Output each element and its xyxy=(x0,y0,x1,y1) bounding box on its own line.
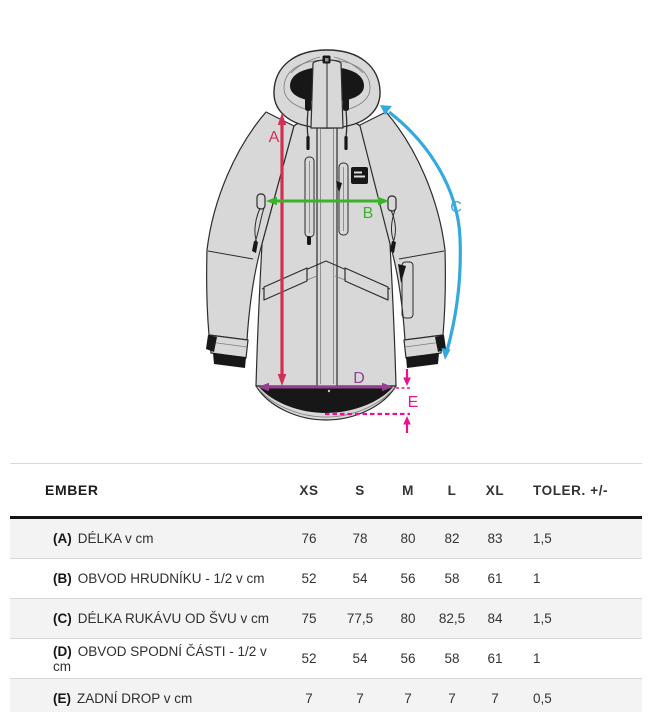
value-xl: 83 xyxy=(487,531,503,546)
value-xs: 52 xyxy=(301,651,317,666)
table-row-c xyxy=(10,598,642,638)
value-m: 56 xyxy=(400,651,416,666)
row-key: (C) xyxy=(53,611,72,626)
tolerance-header: TOLER. +/- xyxy=(533,482,609,498)
table-row-e xyxy=(10,678,642,712)
size-header-xl: XL xyxy=(485,482,505,498)
value-tolerance: 1 xyxy=(533,571,541,586)
label-d: D xyxy=(353,370,365,387)
value-xl: 61 xyxy=(487,571,503,586)
value-tolerance: 1,5 xyxy=(533,611,552,626)
size-table-header xyxy=(10,464,642,519)
value-l: 58 xyxy=(444,651,460,666)
value-xs: 52 xyxy=(301,571,317,586)
table-row-a xyxy=(10,519,642,558)
value-tolerance: 0,5 xyxy=(533,691,552,706)
row-label: ZADNÍ DROP v cm xyxy=(77,691,193,706)
size-header-s: S xyxy=(355,482,365,498)
value-xl: 7 xyxy=(491,691,499,706)
value-tolerance: 1 xyxy=(533,651,541,666)
size-header-xs: XS xyxy=(299,482,319,498)
value-s: 54 xyxy=(352,651,368,666)
value-s: 78 xyxy=(352,531,368,546)
row-label: DÉLKA v cm xyxy=(77,531,154,546)
row-label: DÉLKA RUKÁVU OD ŠVU v cm xyxy=(77,611,270,626)
size-header-l: L xyxy=(447,482,457,498)
value-m: 80 xyxy=(400,531,416,546)
label-b: B xyxy=(362,205,374,222)
value-l: 58 xyxy=(444,571,460,586)
value-xs: 7 xyxy=(305,691,313,706)
value-l: 82 xyxy=(444,531,460,546)
value-l: 7 xyxy=(448,691,456,706)
value-xl: 84 xyxy=(487,611,503,626)
size-table xyxy=(10,463,642,712)
jacket-placket xyxy=(317,100,337,386)
label-e: E xyxy=(407,394,419,411)
row-label: OBVOD HRUDNÍKU - 1/2 v cm xyxy=(77,571,265,586)
label-c: C xyxy=(450,199,462,216)
value-xs: 76 xyxy=(301,531,317,546)
brand-logo-patch xyxy=(351,167,368,184)
table-row-b xyxy=(10,558,642,598)
value-s: 54 xyxy=(352,571,368,586)
row-key: (E) xyxy=(53,691,71,706)
row-key: (B) xyxy=(53,571,72,586)
value-l: 82,5 xyxy=(438,611,466,626)
value-m: 80 xyxy=(400,611,416,626)
value-m: 56 xyxy=(400,571,416,586)
label-a: A xyxy=(268,129,280,146)
row-key: (D) xyxy=(53,643,72,659)
value-tolerance: 1,5 xyxy=(533,531,552,546)
row-key: (A) xyxy=(53,531,72,546)
size-header-m: M xyxy=(402,482,414,498)
value-s: 7 xyxy=(356,691,364,706)
value-xs: 75 xyxy=(301,611,317,626)
table-row-d xyxy=(10,638,642,678)
product-name: EMBER xyxy=(45,482,99,498)
row-label: OBVOD SPODNÍ ČÁSTI - 1/2 v cm xyxy=(53,643,267,674)
value-xl: 61 xyxy=(487,651,503,666)
value-s: 77,5 xyxy=(346,611,374,626)
value-m: 7 xyxy=(404,691,412,706)
